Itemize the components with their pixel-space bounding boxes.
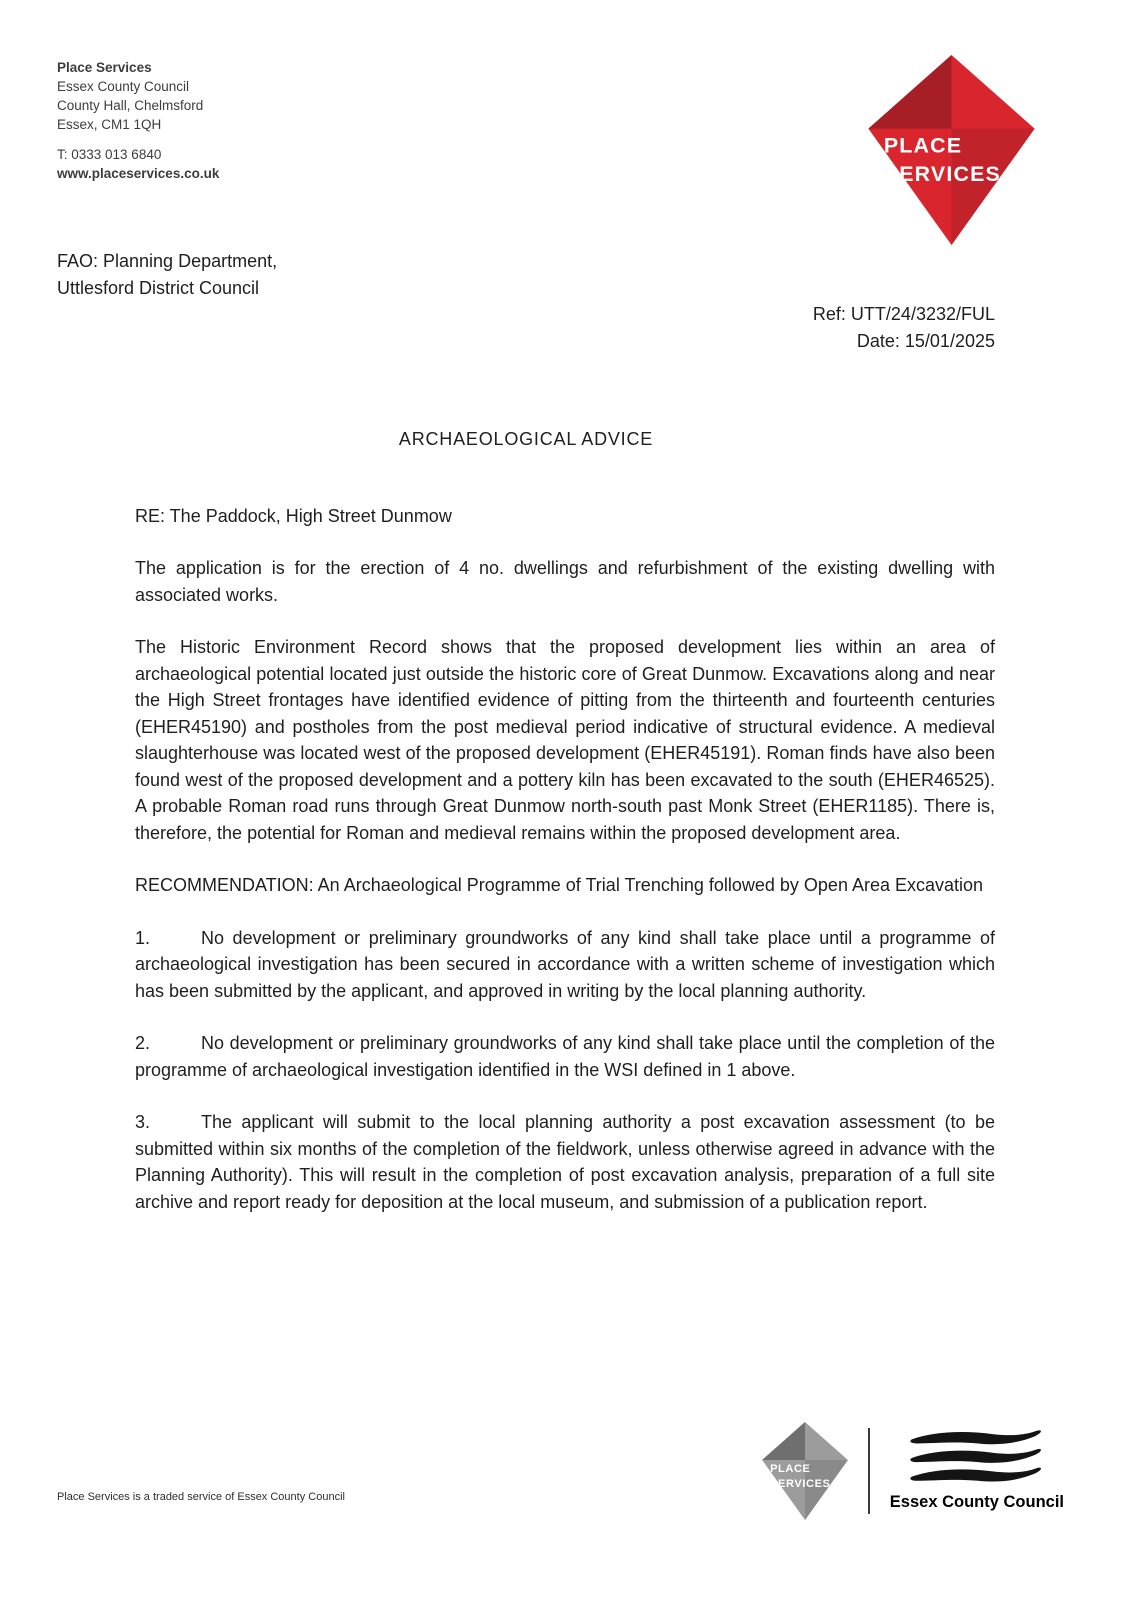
- ref-date-block: [57, 301, 995, 354]
- essex-seaxes-icon: [908, 1430, 1046, 1488]
- sender-address-line: Essex, CM1 1QH: [57, 117, 162, 132]
- footer-logo-text-line1: PLACE: [769, 1463, 811, 1476]
- footer-pin-facet-bottom: [805, 1460, 848, 1520]
- condition-text: No development or preliminary groundworks of any kind shall take place until a programme of archaeological investigation has been secured in accordance with a written scheme of investigation which has been submitted by the applicant, and approved in writing by the local planning authority.: [135, 927, 995, 1001]
- sender-address-block: [57, 58, 219, 183]
- sender-address-line: Essex County Council: [57, 79, 190, 94]
- sender-org-name: Place Services: [57, 60, 152, 75]
- fao-line: FAO: Planning Department,: [57, 251, 278, 271]
- footer-disclaimer: Place Services is a traded service of Essex County Council: [57, 1491, 345, 1503]
- logo-text-line2: SERVICES: [883, 161, 1001, 186]
- recipient-block: [57, 248, 995, 301]
- footer-pin-facet-left: [762, 1422, 805, 1460]
- numbered-condition-3: [135, 1109, 995, 1215]
- reference-number: Ref: UTT/24/3232/FUL: [812, 304, 995, 324]
- condition-number: 2.: [135, 1033, 151, 1053]
- footer-logos: [762, 1422, 1064, 1520]
- footer-divider: [868, 1428, 870, 1514]
- place-services-footer-logo: [762, 1422, 848, 1520]
- logo-pin-facet-left: [868, 55, 951, 129]
- numbered-condition-1: [135, 925, 995, 1005]
- place-services-logo: [868, 55, 1035, 245]
- re-subject-line: RE: The Paddock, High Street Dunmow: [135, 505, 452, 526]
- paragraph-application: The application is for the erection of 4 no. dwellings and refurbishment of the existing dwelling with associated works.: [135, 558, 995, 605]
- essex-county-council-logo: [890, 1430, 1064, 1512]
- footer-logo-text-line2: SERVICES: [769, 1477, 831, 1490]
- paragraph-recommendation: RECOMMENDATION: An Archaeological Programme of Trial Trenching followed by Open Area Excavation: [135, 875, 984, 895]
- numbered-condition-2: [135, 1030, 995, 1083]
- condition-text: No development or preliminary groundworks of any kind shall take place until the completion of the programme of archaeological investigation identified in the WSI defined in 1 above.: [135, 1033, 995, 1080]
- logo-text-line1: PLACE: [883, 133, 963, 158]
- essex-label: Essex County Council: [889, 1493, 1064, 1511]
- logo-pin-facet-bottom: [952, 129, 1035, 245]
- sender-website: www.placeservices.co.uk: [57, 166, 220, 181]
- paragraph-historic-environment: The Historic Environment Record shows that the proposed development lies within an area of archaeological potential located just outside the historic core of Great Dunmow. Excavations along and near the High Street frontages have identified evidence of pitting from the thirteenth and fourteenth centuries (EHER45190) and postholes from the post medieval period indicative of structural evidence. A medieval slaughterhouse was located west of the proposed development (EHER45191). Roman finds have also been found west of the proposed development and a pottery kiln has been excavated to the south (EHER46525). A probable Roman road runs through Great Dunmow north-south past Monk Street (EHER1185). There is, therefore, the potential for Roman and medieval remains within the proposed development area.: [135, 637, 995, 843]
- letter-body: [57, 248, 995, 1241]
- condition-text: The applicant will submit to the local planning authority a post excavation assessment (to be submitted within six months of the completion of the fieldwork, unless otherwise agreed in advance with the Planning Authority). This will result in the completion of post excavation analysis, preparation of a full site archive and report ready for deposition at the local museum, and submission of a publication report.: [135, 1112, 995, 1212]
- sender-phone: T: 0333 013 6840: [57, 147, 162, 162]
- condition-number: 3.: [135, 1112, 151, 1132]
- sender-address-line: County Hall, Chelmsford: [57, 98, 204, 113]
- condition-number: 1.: [135, 927, 151, 948]
- letter-date: Date: 15/01/2025: [856, 330, 995, 351]
- letter-title: ARCHAEOLOGICAL ADVICE: [398, 429, 654, 449]
- fao-line: Uttlesford District Council: [57, 277, 260, 298]
